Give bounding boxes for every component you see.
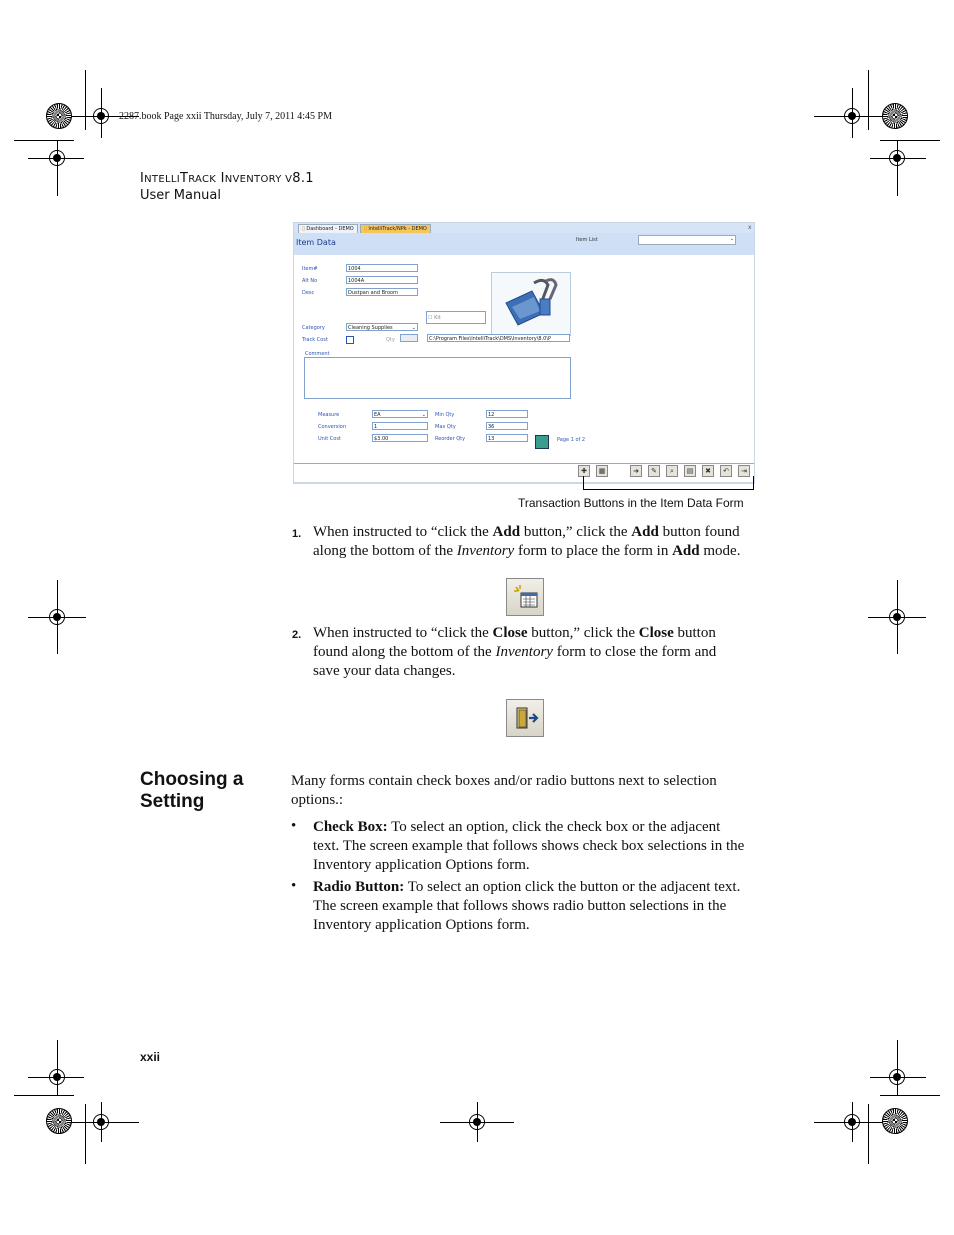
item-list-select[interactable] bbox=[638, 235, 736, 245]
running-head-subtitle: User Manual bbox=[140, 188, 222, 203]
print-header: 2287.book Page xxii Thursday, July 7, 2011 4:45 PM bbox=[119, 111, 332, 122]
registration-target bbox=[469, 1114, 485, 1130]
desc-field[interactable]: Dustpan and Broom bbox=[346, 288, 418, 296]
registration-rosette bbox=[46, 103, 72, 129]
tab-item-data[interactable]: ▯ IntelliTrack/NPk - DEMO bbox=[360, 224, 431, 233]
callout-bracket bbox=[583, 476, 754, 490]
delete-icon[interactable]: ✖ bbox=[702, 465, 714, 477]
unit-cost-field[interactable]: $3.00 bbox=[372, 434, 428, 442]
step-1-text: When instructed to “click the Add button,” click the Add button found along the bottom of the Inventory form to place the form in Add mode. bbox=[313, 524, 741, 559]
grid-icon[interactable] bbox=[535, 435, 549, 449]
bullet-marker: • bbox=[291, 818, 297, 834]
undo-icon[interactable]: ↶ bbox=[720, 465, 732, 477]
item-list-label: Item List bbox=[576, 237, 598, 243]
registration-target bbox=[49, 150, 65, 166]
section-heading: Choosing a Setting bbox=[140, 769, 244, 812]
step-number: 1. bbox=[292, 528, 302, 540]
alt-no-label: Alt No bbox=[302, 278, 318, 284]
running-head-title: INTELLITRACK INVENTORY V8.1 bbox=[140, 171, 314, 186]
reorder-qty-label: Reorder Qty bbox=[435, 436, 466, 442]
section-intro: Many forms contain check boxes and/or radio buttons next to selection options.: bbox=[291, 773, 717, 808]
add-record-icon[interactable]: ✚ bbox=[578, 465, 590, 477]
bullet-radio-button: Radio Button: To select an option click the button or the adjacent text. The screen example that follows shows radio button selections in the Inventory application Options form. bbox=[313, 879, 741, 933]
search-icon[interactable]: ⌕ bbox=[666, 465, 678, 477]
close-button-illustration bbox=[506, 699, 544, 737]
category-label: Category bbox=[302, 325, 325, 331]
add-record-icon bbox=[507, 579, 543, 615]
min-qty-label: Min Qty bbox=[435, 412, 455, 418]
item-data-form-screenshot bbox=[293, 222, 755, 484]
new-record-icon[interactable]: ▦ bbox=[596, 465, 608, 477]
registration-rosette bbox=[882, 103, 908, 129]
bullet-marker: • bbox=[291, 878, 297, 894]
registration-target bbox=[49, 1069, 65, 1085]
close-door-icon bbox=[507, 700, 543, 736]
measure-label: Measure bbox=[318, 412, 340, 418]
registration-target bbox=[889, 1069, 905, 1085]
registration-target bbox=[93, 1114, 109, 1130]
max-qty-field[interactable]: 36 bbox=[486, 422, 528, 430]
close-tab-icon[interactable]: x bbox=[748, 224, 752, 231]
kit-checkbox[interactable]: ☐ Kit bbox=[426, 311, 486, 324]
form-title: Item Data bbox=[296, 238, 336, 247]
track-cost-checkbox[interactable] bbox=[346, 336, 354, 344]
registration-target bbox=[889, 609, 905, 625]
dustpan-image bbox=[492, 273, 570, 335]
measure-select[interactable]: EA ⌄ bbox=[374, 412, 426, 418]
divider bbox=[294, 463, 754, 464]
chevron-down-icon: ⌄ bbox=[411, 325, 416, 331]
reorder-qty-field[interactable]: 13 bbox=[486, 434, 528, 442]
desc-label: Desc bbox=[302, 290, 315, 296]
registration-target bbox=[49, 609, 65, 625]
figure-caption: Transaction Buttons in the Item Data Form bbox=[518, 496, 744, 510]
item-label: Item# bbox=[302, 266, 318, 272]
tab-dashboard[interactable]: ▯ Dashboard - DEMO bbox=[298, 224, 358, 233]
step-number: 2. bbox=[292, 629, 302, 641]
conversion-field[interactable]: 1 bbox=[372, 422, 428, 430]
min-qty-field[interactable]: 12 bbox=[486, 410, 528, 418]
comment-label: Comment bbox=[305, 351, 330, 357]
add-button-illustration bbox=[506, 578, 544, 616]
chevron-down-icon: ⌄ bbox=[729, 236, 734, 242]
comment-field[interactable] bbox=[304, 357, 571, 399]
step-2-text: When instructed to “click the Close button,” click the Close button found along the bottom of the Inventory form to close the form and save your data changes. bbox=[313, 625, 717, 679]
tab-bar bbox=[294, 223, 754, 233]
next-arrow-icon[interactable]: ➜ bbox=[630, 465, 642, 477]
page-indicator: Page 1 of 2 bbox=[557, 437, 586, 443]
qty-field[interactable] bbox=[400, 334, 418, 342]
registration-target bbox=[889, 150, 905, 166]
edit-icon[interactable]: ✎ bbox=[648, 465, 660, 477]
registration-target bbox=[844, 108, 860, 124]
image-path-field[interactable]: C:\Program Files\IntelliTrack\DMS\Inventory\8.0\P bbox=[427, 334, 570, 342]
category-select[interactable]: Cleaning Supplies ⌄ bbox=[348, 325, 416, 331]
registration-rosette bbox=[882, 1108, 908, 1134]
registration-rosette bbox=[46, 1108, 72, 1134]
registration-target bbox=[844, 1114, 860, 1130]
track-cost-label: Track Cost bbox=[302, 337, 328, 343]
page-number: xxii bbox=[140, 1050, 161, 1064]
conversion-label: Conversion bbox=[318, 424, 347, 430]
close-door-icon[interactable]: ⇥ bbox=[738, 465, 750, 477]
item-image bbox=[491, 272, 571, 336]
chevron-down-icon: ⌄ bbox=[421, 412, 426, 418]
alt-no-field[interactable]: 1004A bbox=[346, 276, 418, 284]
max-qty-label: Max Qty bbox=[435, 424, 456, 430]
unit-cost-label: Unit Cost bbox=[318, 436, 341, 442]
bullet-check-box: Check Box: To select an option, click the check box or the adjacent text. The screen example that follows shows check box selections in the Inventory application Options form. bbox=[313, 819, 745, 873]
qty-label: Qty bbox=[386, 337, 395, 343]
print-icon[interactable]: ▤ bbox=[684, 465, 696, 477]
registration-target bbox=[93, 108, 109, 124]
item-field[interactable]: 1004 bbox=[346, 264, 418, 272]
